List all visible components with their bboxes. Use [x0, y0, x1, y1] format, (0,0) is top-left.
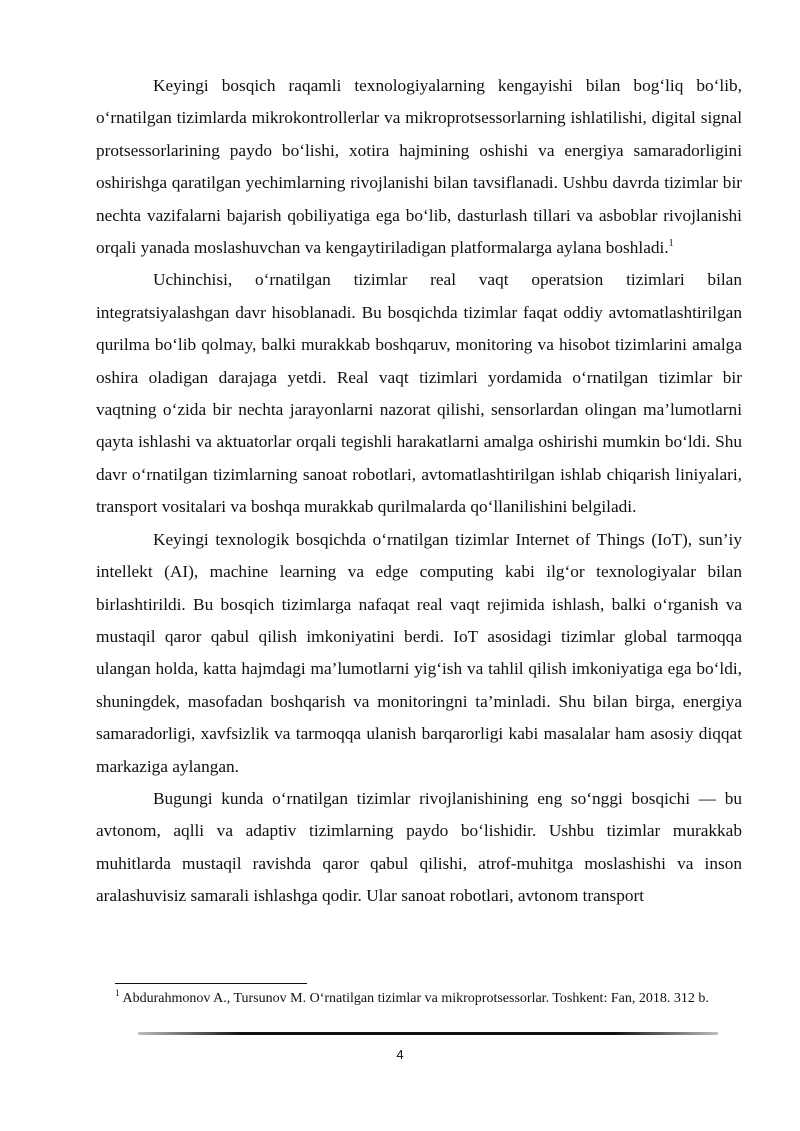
paragraph-1-text: Keyingi bosqich raqamli texnologiyalarning kengayishi bilan bog‘liq bo‘lib, o‘rnatilgan tizimlarda mikrokontrollerlar va mikroprotsessorlarning ishlatilishi, digital signal protsessorlarining paydo bo‘lishi, xotira hajmining oshishi va energiya samaradorligini oshirishga qaratilgan yechimlarning rivojlanishi bilan tavsiflanadi. Ushbu davrda tizimlar bir nechta vazifalarni bajarish qobiliyatiga ega bo‘lib, dasturlash tillari va asboblar rivojlanishi orqali yanada moslashuvchan va kengaytiriladigan platformalarga aylana boshladi. [96, 76, 742, 258]
footnote [115, 990, 725, 1008]
paragraph-1 [96, 70, 742, 264]
body-text [96, 70, 742, 913]
footnote-separator [115, 983, 307, 984]
footer-divider [138, 1032, 718, 1035]
paragraph-4: Bugungi kunda o‘rnatilgan tizimlar rivojlanishining eng so‘nggi bosqichi — bu avtonom, aqlli va adaptiv tizimlarning paydo bo‘lishidir. Ushbu tizimlar murakkab muhitlarda mustaqil ravishda qaror qabul qilishi, atrof-muhitga moslashishi va inson aralashuvisiz samarali ishlashga qodir. Ular sanoat robotlari, avtonom transport [96, 788, 742, 906]
footnote-reference[interactable]: 1 [668, 238, 674, 250]
footnote-text: Abdurahmonov A., Tursunov M. O‘rnatilgan tizimlar va mikroprotsessorlar. Toshkent: Fan, 2018. 312 b. [122, 991, 709, 1006]
paragraph-2: Uchinchisi, o‘rnatilgan tizimlar real vaqt operatsion tizimlari bilan integratsiyalashgan davr hisoblanadi. Bu bosqichda tizimlar faqat oddiy avtomatlashtirilgan qurilma bo‘lib qolmay, balki murakkab boshqaruv, monitoring va hisobot tizimlarini amalga oshira oladigan darajaga yetdi. Real vaqt tizimlari yordamida o‘rnatilgan tizimlar bir vaqtning o‘zida bir nechta jarayonlarni nazorat qilishi, sensorlardan olingan ma’lumotlarni qayta ishlashi va aktuatorlar orqali tegishli harakatlarni amalga oshirishi mumkin bo‘ldi. Shu davr o‘rnatilgan tizimlarning sanoat robotlari, avtomatlashtirilgan ishlab chiqarish liniyalari, transport vositalari va boshqa murakkab qurilmalarda qo‘llanilishini belgiladi. [96, 270, 742, 517]
footnote-mark: 1 [115, 988, 120, 999]
paragraph-3: Keyingi texnologik bosqichda o‘rnatilgan tizimlar Internet of Things (IoT), sun’iy intellekt (AI), machine learning va edge computing kabi ilg‘or texnologiyalar bilan birlashtirildi. Bu bosqich tizimlarga nafaqat real vaqt rejimida ishlash, balki o‘rganish va mustaqil qaror qabul qilish imkoniyatini berdi. IoT asosidagi tizimlar global tarmoqqa ulangan holda, katta hajmdagi ma’lumotlarni yig‘ish va tahlil qilish imkoniyatiga ega bo‘ldi, shuningdek, masofadan boshqarish va monitoringni ta’minladi. Shu bilan birga, energiya samaradorligi, xavfsizlik va tarmoqqa ulanish barqarorligi kabi masalalar ham asosiy diqqat markaziga aylangan. [96, 529, 742, 776]
page-number: 4 [396, 1047, 404, 1062]
